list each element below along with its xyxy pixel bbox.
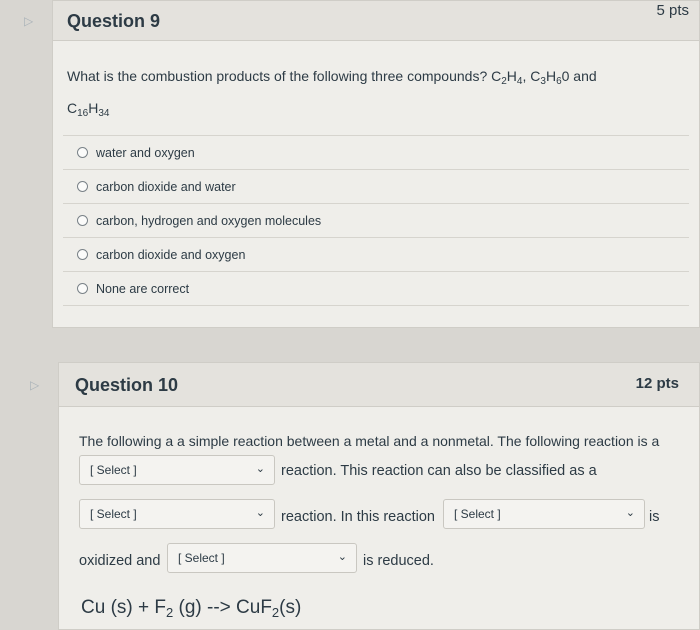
oxidized-species-select[interactable]: [ Select ] ⌄ (443, 499, 645, 529)
question-10-header (59, 363, 699, 407)
question-10-text-is: is (649, 509, 660, 525)
radio-button[interactable] (77, 215, 88, 226)
answer-option[interactable]: water and oxygen (63, 136, 689, 170)
reaction-equation: Cu $(s) + F_2$ (g) --> CuF$_2$(s) (81, 597, 302, 620)
question-9-points: 5 pts (656, 2, 689, 19)
flag-icon[interactable]: ▷ (30, 378, 40, 392)
question-10-points: 12 pts (635, 375, 679, 392)
radio-button[interactable] (77, 249, 88, 260)
radio-button[interactable] (77, 147, 88, 158)
answer-option[interactable]: carbon dioxide and water (63, 170, 689, 204)
reduced-species-select[interactable]: [ Select ] ⌄ (167, 543, 357, 573)
question-9-header (53, 1, 699, 41)
chevron-down-icon: ⌄ (337, 551, 347, 563)
reaction-type-select[interactable]: [ Select ] ⌄ (79, 455, 275, 485)
question-10-text-line3: reaction. In this reaction (281, 509, 435, 525)
chevron-down-icon: ⌄ (255, 463, 265, 475)
answer-option[interactable]: None are correct (63, 272, 689, 306)
answer-list (63, 135, 689, 306)
question-9-card (52, 0, 700, 328)
answer-option[interactable]: carbon, hydrogen and oxygen molecules (63, 204, 689, 238)
answer-option[interactable]: carbon dioxide and oxygen (63, 238, 689, 272)
question-9-title: Question 9 (67, 11, 161, 31)
reaction-classification-select[interactable]: [ Select ] ⌄ (79, 499, 275, 529)
question-10-title: Question 10 (75, 375, 179, 395)
question-10-text-line4: oxidized and (79, 553, 161, 569)
chevron-down-icon: ⌄ (255, 507, 265, 519)
flag-icon[interactable]: ▷ (24, 14, 34, 28)
question-10-card (58, 362, 700, 630)
question-9-text: What is the combustion products of the following three compounds? $C_2H_4$, $C_3H_60$ and $C_{16}H_{34}$ (67, 68, 597, 119)
chevron-down-icon: ⌄ (625, 507, 635, 519)
question-10-text-line2: reaction. This reaction can also be classified as a (281, 463, 597, 479)
radio-button[interactable] (77, 181, 88, 192)
question-10-text-line1: The following a a simple reaction between a metal and a nonmetal. The following reaction is a (79, 433, 660, 449)
question-10-text-reduced: is reduced. (363, 553, 434, 569)
radio-button[interactable] (77, 283, 88, 294)
